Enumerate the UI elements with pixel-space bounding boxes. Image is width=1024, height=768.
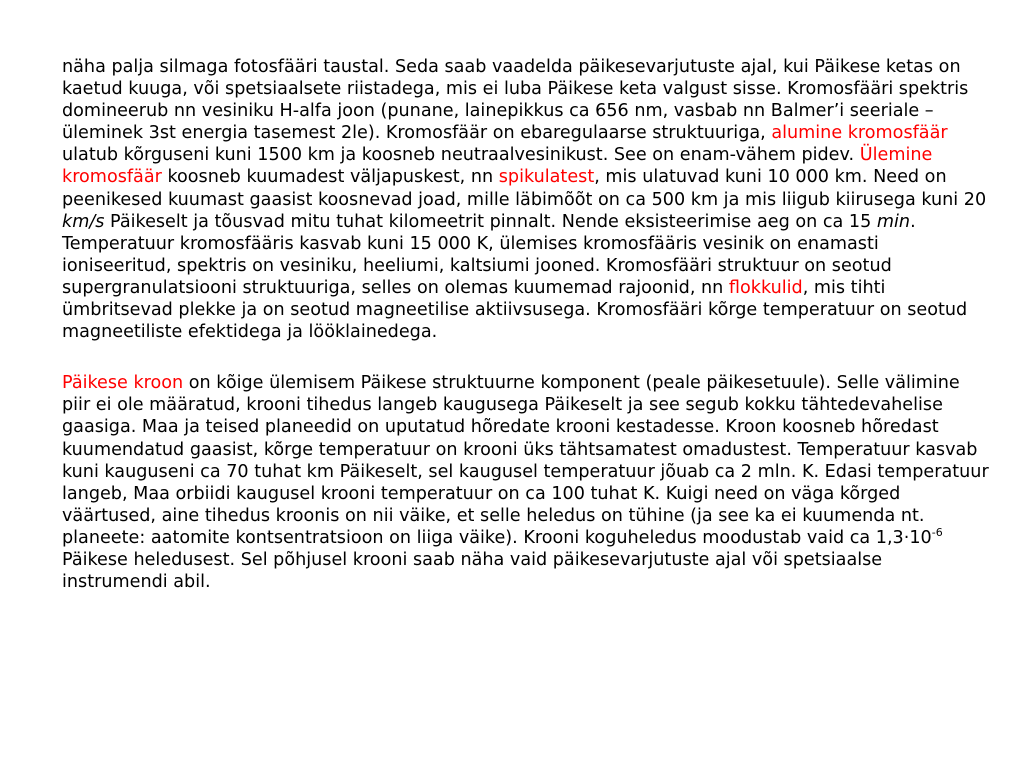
text-segment: ulatub kõrguseni kuni 1500 km ja koosneb neutraalvesinikust. See on enam-vähem pidev.	[62, 145, 860, 166]
paragraph-corona	[62, 372, 992, 593]
exponent-superscript: -6	[931, 526, 943, 540]
text-segment: , mis tihti ümbritsevad plekke ja on seotud magneetilise aktiivsusega. Kromosfääri kõrge temperatuur on seotud magneetiliste efektidega ja lööklainedega.	[62, 277, 968, 343]
unit-min: min	[876, 211, 911, 232]
slide-body	[62, 56, 992, 593]
term-solar-corona: Päikese kroon	[62, 373, 184, 394]
text-segment: koosneb kuumadest väljapuskest, nn	[161, 167, 499, 188]
text-segment: . Temperatuur kromosfääris kasvab kuni 15 000 K, ülemises kromosfääris vesinik on enamasti ioniseeritud, spektris on vesiniku, heeliumi, kaltsiumi jooned. Kromosfääri struktuur on seotud supergranulatsiooni struktuuriga, selles on olemas kuumemad rajoonid, nn	[62, 211, 916, 298]
text-segment: näha palja silmaga fotosfääri taustal. Seda saab vaadelda päikesevarjutuste ajal, kui Päikese ketas on kaetud kuuga, või spetsiaalsete riistadega, mis ei luba Päikese keta valgust sisse. Kromosfääri spektris domineerub nn vesiniku H-alfa joon (punane, lainepikkus ca 656 nm, vasbab nn Balmer’i seeriale – üleminek 3st energia tasemest 2le). Kromosfäär on ebaregulaarse struktuuriga,	[62, 57, 969, 144]
term-upper-chromosphere: Ülemine kromosfäär	[62, 145, 933, 188]
text-segment: on kõige ülemisem Päikese struktuurne komponent (peale päikesetuule). Selle välimine piir ei ole määratud, krooni tihedus langeb kaugusega Päikeselt ja see segub kokku tähtedevahelise gaasiga. Maa ja teised planeedid on uputatud hõredate krooni kestadesse. Kroon koosneb hõredast kuumendatud gaasist, kõrge temperatuur on krooni üks tähtsamatest omadustest. Temperatuur kasvab kuni kauguseni ca 70 tuhat km Päikeselt, sel kaugusel temperatuur jõuab ca 2 mln. K. Edasi temperatuur langeb, Maa orbiidi kaugusel krooni temperatuur on ca 100 tuhat K. Kuigi need on väga kõrged väärtused, aine tihedus kroonis on nii väike, et selle heledus on tühine (ja see ka ei kuumenda nt. planeete: aatomite kontsentratsioon on liiga väike). Krooni koguheledus moodustab vaid ca 1,3·10	[62, 373, 989, 548]
term-flocculi: flokkulid	[728, 277, 803, 298]
unit-km-per-s: km/s	[62, 211, 105, 232]
text-segment: , mis ulatuvad kuni 10 000 km. Need on peenikesed kuumast gaasist koosnevad joad, mille läbimõõt on ca 500 km ja mis liigub kiirusega kuni 20	[62, 167, 987, 210]
paragraph-chromosphere	[62, 56, 992, 343]
term-spicules: spikulatest	[498, 167, 595, 188]
text-segment: Päikese heledusest. Sel põhjusel krooni saab näha vaid päikesevarjutuste ajal või spetsiaalse instrumendi abil.	[62, 549, 883, 593]
term-lower-chromosphere: alumine kromosfäär	[771, 123, 948, 144]
text-segment: Päikeselt ja tõusvad mitu tuhat kilomeetrit pinnalt. Nende eksisteerimise aeg on ca 15	[104, 211, 877, 232]
